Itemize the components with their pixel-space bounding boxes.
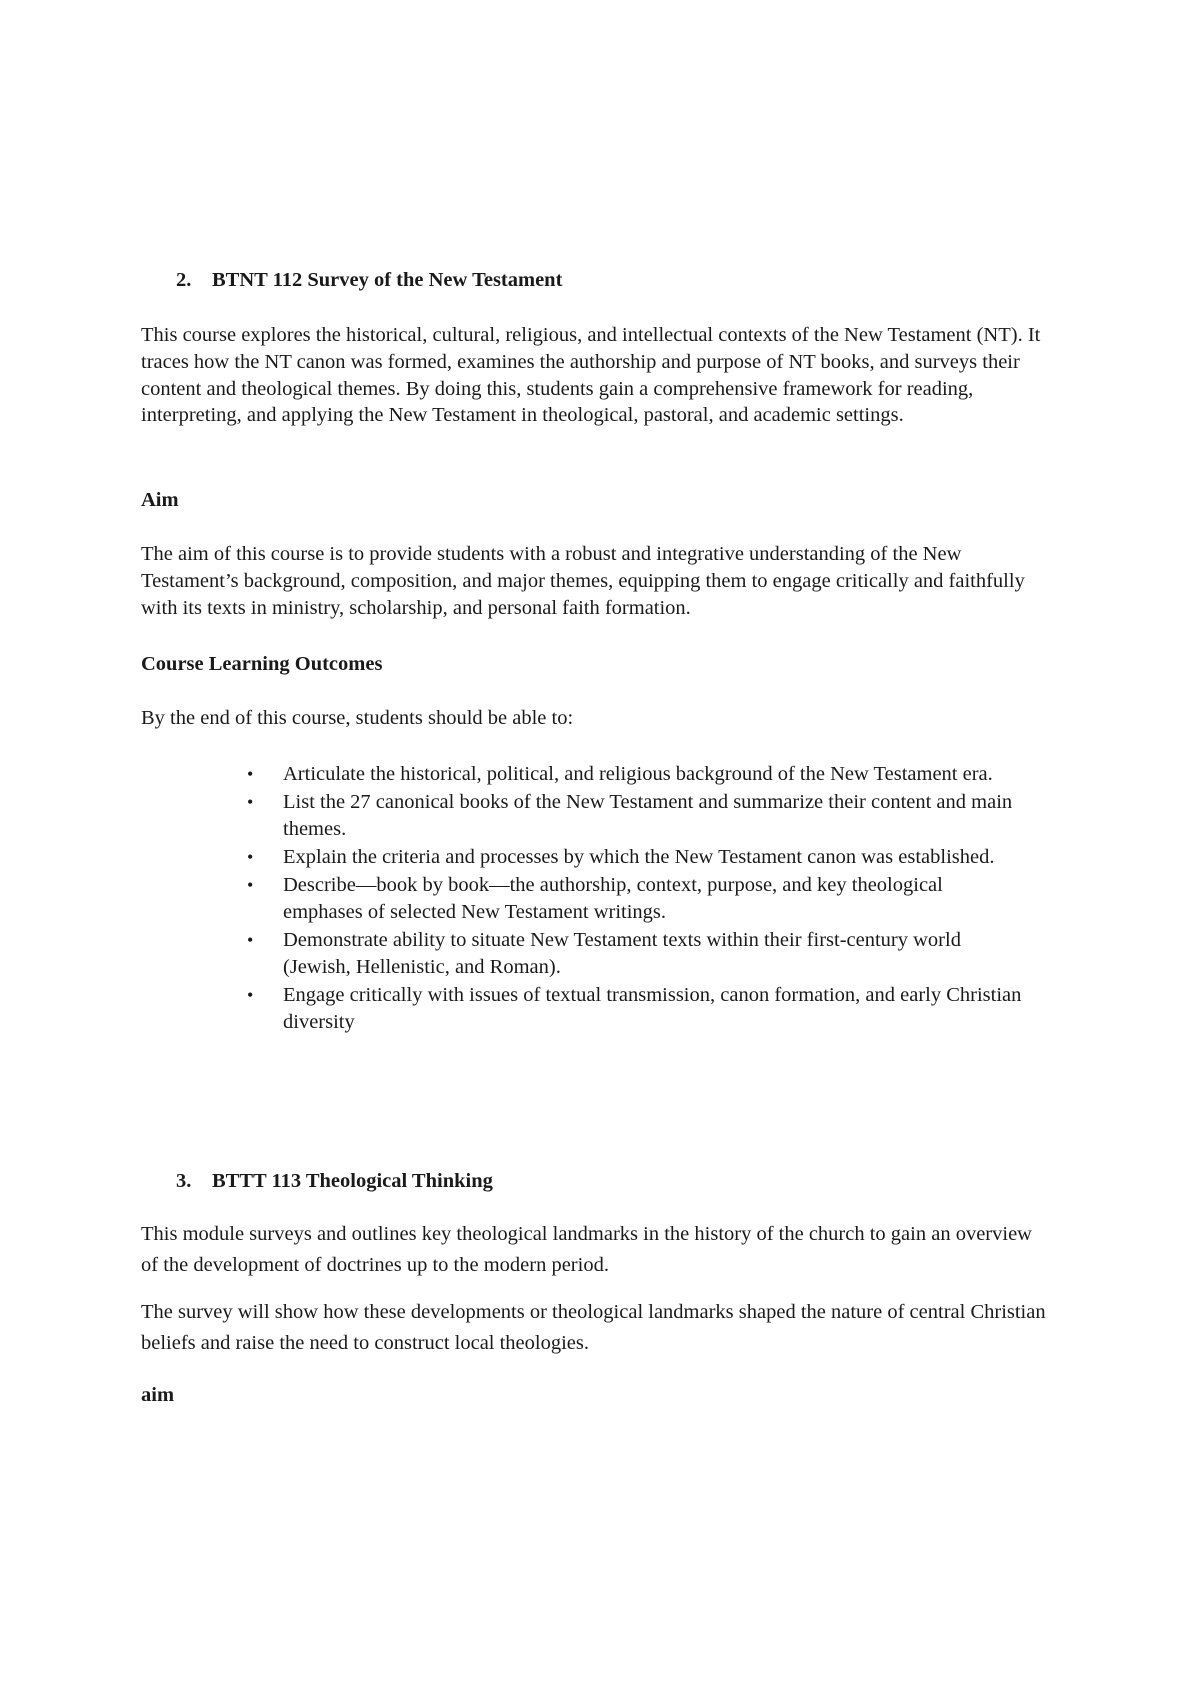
- bullet-icon: •: [247, 875, 254, 896]
- section-2-number: 2.: [176, 269, 192, 291]
- outcome-text: List the 27 canonical books of the New Testament and summarize their content and main themes.: [283, 791, 1013, 840]
- section-3-para-1: This module surveys and outlines key theological landmarks in the history of the church to gain an overview of the development of doctrines up to the modern period.: [141, 1223, 1032, 1276]
- outcome-text: Engage critically with issues of textual transmission, canon formation, and early Christian diversity: [283, 984, 1022, 1034]
- bullet-icon: •: [247, 847, 254, 868]
- bullet-icon: •: [247, 985, 254, 1006]
- outcome-item: [247, 761, 1027, 788]
- section-3-number: 3.: [176, 1170, 192, 1192]
- bullet-icon: •: [247, 792, 254, 813]
- section-2-heading: [176, 267, 562, 293]
- section-3-heading: [176, 1168, 493, 1194]
- outcomes-list: [247, 761, 1027, 1037]
- outcome-text: Describe—book by book—the authorship, context, purpose, and key theological emphases of selected New Testament writings.: [283, 874, 943, 924]
- outcome-item: [247, 982, 1027, 1036]
- outcomes-heading: Course Learning Outcomes: [141, 653, 383, 675]
- outcome-text: Demonstrate ability to situate New Testament texts within their first-century world (Jewish, Hellenistic, and Roman).: [283, 929, 961, 979]
- outcome-text: Articulate the historical, political, and religious background of the New Testament era.: [283, 763, 993, 785]
- bullet-icon: •: [247, 930, 254, 951]
- outcome-item: [247, 789, 1027, 843]
- outcomes-intro: By the end of this course, students should be able to:: [141, 707, 574, 729]
- outcome-item: [247, 844, 1027, 871]
- section-3-para-2: The survey will show how these developments or theological landmarks shaped the nature of central Christian beliefs and raise the need to construct local theologies.: [141, 1301, 1046, 1354]
- section-2-aim-heading: Aim: [141, 489, 179, 511]
- outcome-item: [247, 927, 1027, 981]
- section-3-aim-heading: aim: [141, 1384, 175, 1406]
- bullet-icon: •: [247, 764, 254, 784]
- section-3-title: BTTT 113 Theological Thinking: [212, 1170, 493, 1192]
- outcome-item: [247, 872, 1027, 926]
- section-2-title: BTNT 112 Survey of the New Testament: [212, 269, 563, 291]
- section-2-intro: This course explores the historical, cultural, religious, and intellectual contexts of the New Testament (NT). It traces how the NT canon was formed, examines the authorship and purpose of NT books, and surveys their content and theological themes. By doing this, students gain a comprehensive framework for reading, interpreting, and applying the New Testament in theological, pastoral, and academic settings.: [141, 324, 1041, 427]
- section-2-aim-text: The aim of this course is to provide students with a robust and integrative understanding of the New Testament’s background, composition, and major themes, equipping them to engage critically and faithfully with its texts in ministry, scholarship, and personal faith formation.: [141, 543, 1025, 619]
- outcome-text: Explain the criteria and processes by which the New Testament canon was established.: [283, 846, 995, 869]
